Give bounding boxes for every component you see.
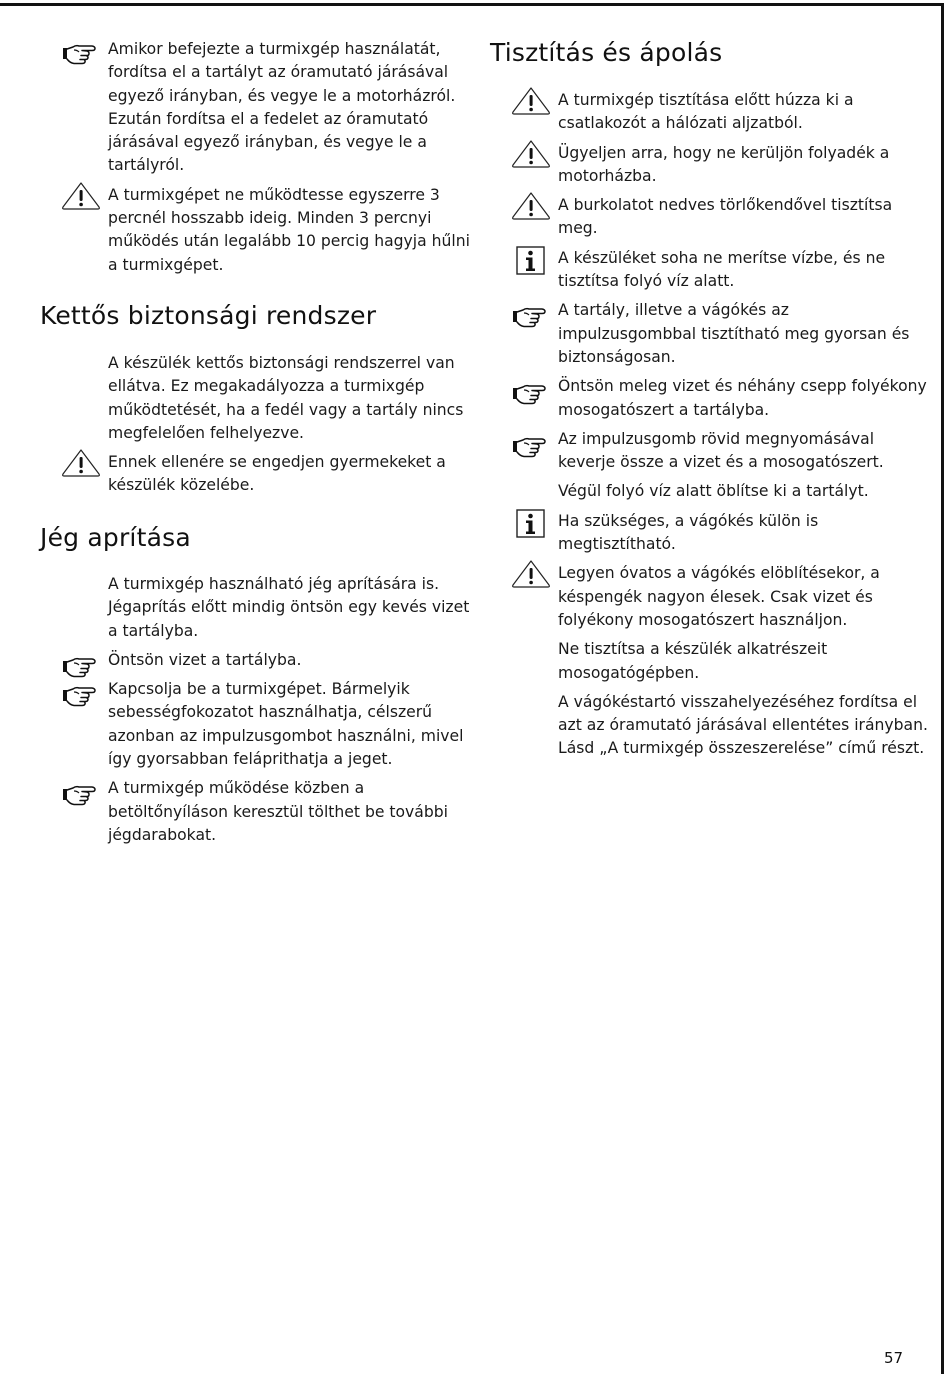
warning-item: Ennek ellenére se engedjen gyermekeket a készülék közelébe. bbox=[40, 451, 470, 498]
warning-triangle-icon bbox=[512, 559, 552, 585]
instruction-item: Öntsön vizet a tartályba. bbox=[40, 649, 470, 672]
paragraph: Végül folyó víz alatt öblítse ki a tartályt. bbox=[558, 482, 869, 501]
pointing-hand-icon bbox=[62, 40, 102, 66]
warning-triangle-icon bbox=[62, 448, 102, 474]
cleaning-block bbox=[490, 89, 930, 761]
instruction-item: Öntsön meleg vizet és néhány csepp folyékony mosogatószert a tartályba. bbox=[490, 375, 930, 422]
page-top-border bbox=[0, 3, 944, 6]
pointing-hand-icon bbox=[62, 781, 102, 807]
warning-item: Legyen óvatos a vágókés elöblítésekor, a késpengék nagyon élesek. Csak vizet és folyékony mosogatószert használjon. bbox=[490, 562, 930, 632]
intro-block bbox=[40, 38, 470, 277]
warning-triangle-icon bbox=[62, 181, 102, 207]
instruction-item: A tartály, illetve a vágókés az impulzusgombbal tisztítható meg gyorsan és biztonságosan. bbox=[490, 299, 930, 369]
double-safety-block bbox=[40, 352, 470, 498]
warning-triangle-icon bbox=[512, 86, 552, 112]
warning-item: Ügyeljen arra, hogy ne kerüljön folyadék a motorházba. bbox=[490, 142, 930, 189]
paragraph: Ne tisztítsa a készülék alkatrészeit mosogatógépben. bbox=[558, 640, 828, 682]
pointing-hand-icon bbox=[62, 653, 102, 679]
paragraph: A készülék kettős biztonsági rendszerrel van ellátva. Ez megakadályozza a turmixgép működtetését, ha a fedél vagy a tartály nincs megfelelően felhelyezve. bbox=[108, 354, 464, 442]
page-right-border bbox=[941, 3, 944, 1374]
instruction-item: Amikor befejezte a turmixgép használatát, fordítsa el a tartályt az óramutató járásával egyező irányban, és vegye le a motorházról. Ezután fordítsa el a fedelet az óramutató járásával egyező irányban, és vegye le a tartályról. bbox=[40, 38, 470, 178]
pointing-hand-icon bbox=[512, 433, 552, 459]
warning-triangle-icon bbox=[512, 139, 552, 165]
info-box-icon bbox=[516, 246, 556, 272]
warning-item: A turmixgépet ne működtesse egyszerre 3 percnél hosszabb ideig. Minden 3 percnyi működés után legalább 10 percig hagyja hűlni a turmixgépet. bbox=[40, 184, 470, 277]
section-title-double-safety: Kettős biztonsági rendszer bbox=[40, 301, 377, 330]
section-title-ice-crushing: Jég aprítása bbox=[40, 523, 191, 552]
pointing-hand-icon bbox=[512, 303, 552, 329]
info-item: A készüléket soha ne merítse vízbe, és ne tisztítsa folyó víz alatt. bbox=[490, 247, 930, 294]
info-item: Ha szükséges, a vágókés külön is megtisztítható. bbox=[490, 510, 930, 557]
warning-item: A burkolatot nedves törlőkendővel tisztítsa meg. bbox=[490, 194, 930, 241]
warning-item: A turmixgép tisztítása előtt húzza ki a csatlakozót a hálózati aljzatból. bbox=[490, 89, 930, 136]
instruction-item: A turmixgép működése közben a betöltőnyíláson keresztül tölthet be további jégdarabokat. bbox=[40, 777, 470, 847]
ice-crushing-block bbox=[40, 573, 470, 847]
section-title-cleaning: Tisztítás és ápolás bbox=[490, 38, 723, 67]
page-number: 57 bbox=[884, 1349, 904, 1367]
pointing-hand-icon bbox=[62, 682, 102, 708]
warning-triangle-icon bbox=[512, 191, 552, 217]
info-box-icon bbox=[516, 509, 556, 535]
instruction-item: Kapcsolja be a turmixgépet. Bármelyik sebességfokozatot használhatja, célszerű azonban az impulzusgombot használni, mivel így gyorsabban feláprithatja a jeget. bbox=[40, 678, 470, 771]
paragraph: A turmixgép használható jég aprítására is. Jégaprítás előtt mindig öntsön egy kevés vizet a tartályba. bbox=[108, 575, 470, 640]
instruction-item: Az impulzusgomb rövid megnyomásával keverje össze a vizet és a mosogatószert. bbox=[490, 428, 930, 475]
paragraph: A vágókéstartó visszahelyezéséhez fordítsa el azt az óramutató járásával ellentétes irányban. Lásd „A turmixgép összeszerelése” című részt. bbox=[558, 692, 928, 758]
pointing-hand-icon bbox=[512, 380, 552, 406]
